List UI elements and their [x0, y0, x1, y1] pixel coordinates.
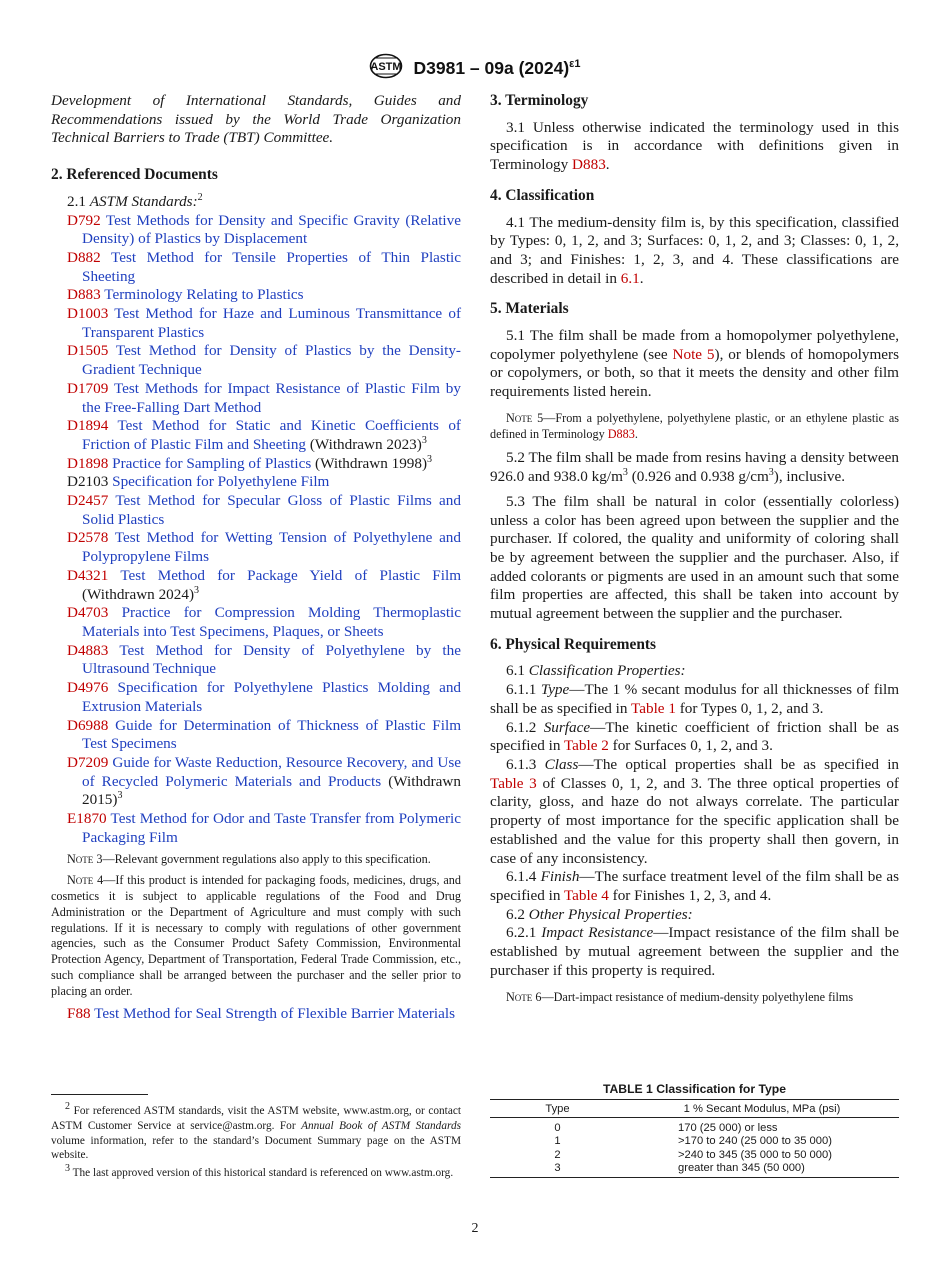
paragraph-6-1: 6.1 Classification Properties:	[506, 662, 686, 680]
astm-logo-icon	[369, 53, 403, 84]
reference-item[interactable]	[51, 212, 461, 249]
reference-item[interactable]	[51, 492, 461, 529]
link-note-5[interactable]: Note 5	[672, 345, 715, 363]
reference-code[interactable]: D883	[67, 286, 101, 304]
section-heading-terminology: 3. Terminology	[490, 92, 589, 109]
footnote-3: $^3$ The last approved version of this historical standard is referenced on www.astm.org.	[65, 1163, 454, 1180]
reference-title[interactable]: Practice for Compression Molding Thermoplastic Materials into Test Specimens, Plaques, or Sheets	[82, 604, 462, 640]
table-1-title: TABLE 1 Classification for Type	[602, 1082, 787, 1096]
link-6-1[interactable]: 6.1	[620, 269, 640, 287]
reference-title[interactable]: Test Method for Package Yield of Plastic Film	[120, 566, 462, 584]
reference-code[interactable]: D6988	[67, 716, 109, 734]
astm-standards-label: 2.1 ASTM Standards:$^2$	[67, 191, 203, 210]
reference-code[interactable]: D2103	[67, 473, 109, 491]
cell-type: 1	[554, 1135, 561, 1148]
paragraph-6-1-3: 6.1.3 Class—The optical properties shall be as specified in Table 3 of Classes 0, 1, 2, and 3. The three optical properties of clarity, gloss, and haze do not always correlate. The particular property of most importance for the specific application shall be established and the value for this property shall then govern, in case of any inconsistency.	[490, 755, 900, 867]
cell-type: 2	[554, 1148, 561, 1161]
table-header-row	[490, 1100, 899, 1118]
footnote-2: $^2$ For referenced ASTM standards, visit the ASTM website, www.astm.org, or contact ASTM Customer Service at service@astm.org. For Annual Book of ASTM Standards volume information, refer to the standard’s Document Summary page on the ASTM website.	[51, 1101, 461, 1162]
reference-item[interactable]	[51, 754, 461, 810]
right-column	[490, 92, 899, 1011]
reference-item[interactable]	[51, 249, 461, 286]
table-row	[490, 1162, 899, 1178]
cell-modulus: 170 (25 000) or less	[678, 1122, 778, 1134]
reference-code[interactable]: D7209	[67, 753, 109, 771]
reference-title[interactable]: Test Method for Wetting Tension of Polyethylene and Polypropylene Films	[82, 529, 461, 566]
link-d883[interactable]: D883	[572, 156, 606, 174]
table-row	[490, 1149, 899, 1162]
document-designation: D3981 – 09a $(2024)^{\varepsilon 1}$	[413, 58, 581, 78]
paragraph-6-2-1: 6.2.1 Impact Resistance—Impact resistance of the film shall be established by mutual agreement between the supplier and the purchaser if this property is required.	[490, 924, 900, 979]
reference-item[interactable]	[51, 473, 461, 492]
cell-type: 3	[490, 1162, 625, 1178]
link-table-1[interactable]: Table 1	[631, 699, 676, 717]
paragraph-6-1-2: 6.1.2 Surface—The kinetic coefficient of friction shall be as specified in Table 2 for Surfaces 0, 1, 2, and 3.	[490, 718, 900, 755]
paragraph-5-3: 5.3 The film shall be natural in color (essentially colorless) unless a color has been agreed upon between the supplier and the purchaser. If colored, the quality and uniformity of coloring shall be by agreement between the supplier and the purchaser. Also, if added colorants or pigments are used in an amount such that some film properties are affected, this shall be taken into account by mutual agreement between the supplier and the purchaser.	[490, 492, 899, 623]
footnote-marker: 3	[117, 790, 123, 802]
reference-title[interactable]: Test Method for Specular Gloss of Plastic Films and Solid Plastics	[82, 492, 461, 528]
footnote-marker: 3	[427, 453, 433, 465]
reference-item[interactable]	[51, 604, 461, 641]
note-6: Note 6—Dart-impact resistance of medium-density polyethylene films	[506, 990, 854, 1005]
reference-code[interactable]: D792	[67, 211, 101, 229]
reference-title[interactable]: Test Method for Density of Polyethylene by the Ultrasound Technique	[82, 641, 461, 678]
footnote-divider	[51, 1094, 148, 1095]
table-row	[490, 1118, 899, 1136]
reference-title[interactable]: Terminology Relating to Plastics	[104, 286, 304, 304]
cell-modulus: greater than 345 (50 000)	[625, 1162, 899, 1178]
intro-paragraph: Development of International Standards, Guides and Recommendations issued by the World Trade Organization Technical Barriers to Trade (TBT) Committee.	[51, 92, 461, 147]
reference-list	[51, 212, 461, 848]
paragraph-3-1: 3.1 Unless otherwise indicated the terminology used in this specification is in accordance with definitions given in Terminology D883.	[490, 118, 899, 174]
paragraph-5-2: 5.2 The film shall be made from resins having a density between 926.0 and 938.0 $kg/m^3$ (0.926 and 0.938 $g/cm^3$), inclusive.	[490, 449, 899, 486]
reference-title[interactable]: Test Method for Seal Strength of Flexible Barrier Materials	[94, 1004, 455, 1022]
reference-item[interactable]	[51, 679, 461, 716]
reference-title[interactable]: Test Method for Odor and Taste Transfer from Polymeric Packaging Film	[82, 810, 461, 846]
table-1	[490, 1099, 899, 1178]
reference-item[interactable]	[51, 529, 461, 566]
reference-item[interactable]	[51, 642, 461, 679]
reference-item[interactable]	[51, 380, 461, 417]
reference-code[interactable]: D4703	[67, 604, 109, 622]
paragraph-6-2: 6.2 Other Physical Properties:	[506, 905, 693, 923]
paragraph-4-1: 4.1 The medium-density film is, by this specification, classified by Types: 0, 1, 2, and 3; Surfaces: 0, 1, 2, and 3; Classes: 0, 1, 2, and 3; and Finishes: 1, 2, 3, and 4. These classifications are described in detail in 6.1.	[490, 213, 899, 287]
section-heading-referenced-documents: 2. Referenced Documents	[51, 166, 218, 184]
cell-type: 0	[554, 1122, 561, 1134]
section-heading-physical-requirements: 6. Physical Requirements	[490, 635, 657, 653]
reference-item[interactable]	[51, 417, 461, 454]
footnotes	[51, 1101, 461, 1184]
column-header-type: Type	[490, 1100, 625, 1118]
reference-code[interactable]: E1870	[67, 810, 107, 828]
note-5: Note 5—From a polyethylene, polyethylene plastic, or an ethylene plastic as defined in Terminology D883.	[490, 410, 899, 441]
note-3: Note 3—Relevant government regulations also apply to this specification.	[67, 852, 431, 867]
reference-title[interactable]: Specification for Polyethylene Plastics Molding and Extrusion Materials	[82, 679, 462, 715]
reference-title[interactable]: Guide for Waste Reduction, Resource Recovery, and Use of Recycled Polymeric Materials and Products	[82, 753, 462, 790]
reference-withdrawn-note: (Withdrawn 2015)	[82, 772, 461, 809]
reference-code[interactable]: D882	[67, 248, 101, 266]
reference-code[interactable]: D4321	[67, 566, 109, 584]
reference-title[interactable]: Test Methods for Impact Resistance of Plastic Film by the Free-Falling Dart Method	[82, 379, 461, 416]
link-d883-note[interactable]: D883	[607, 426, 635, 441]
reference-code[interactable]: D1898	[67, 454, 109, 472]
reference-title[interactable]: Practice for Sampling of Plastics	[112, 454, 312, 472]
table-1-body	[490, 1118, 899, 1178]
cell-modulus: >240 to 345 (35 000 to 50 000)	[678, 1148, 832, 1161]
table-row	[490, 1135, 899, 1148]
link-table-2[interactable]: Table 2	[563, 737, 609, 755]
note-4: Note 4—If this product is intended for packaging foods, medicines, drugs, and cosmetics it is subject to applicable regulations of the Food and Drug Administration or the Department of Agriculture and must comply with such regulations. If it is necessary to comply with regulations of other government agencies, such as the Consumer Product Safety Commission, Environmental Protection Agency, Department of Transportation, Federal Trade Commission, etc., such compliance shall be arranged between the purchaser and the seller prior to placing an order.	[51, 873, 461, 998]
reference-code[interactable]: D1003	[67, 305, 109, 323]
link-table-4[interactable]: Table 4	[563, 886, 609, 904]
reference-title[interactable]: Test Method for Static and Kinetic Coefficients of Friction of Plastic Film and Sheeting	[82, 417, 461, 453]
reference-code[interactable]: D4976	[67, 679, 109, 697]
link-table-3[interactable]: Table 3	[490, 774, 537, 792]
reference-item[interactable]	[51, 286, 461, 305]
reference-item[interactable]	[51, 342, 461, 379]
reference-code[interactable]: D2578	[67, 529, 109, 547]
left-column	[51, 92, 461, 1023]
reference-code[interactable]: D1894	[67, 417, 109, 435]
reference-item[interactable]	[51, 455, 461, 474]
reference-code[interactable]: D2457	[67, 492, 109, 510]
reference-code[interactable]: D1709	[67, 379, 109, 397]
page-header	[0, 53, 950, 84]
reference-item[interactable]	[51, 717, 461, 754]
reference-item[interactable]	[51, 305, 461, 342]
section-heading-materials: 5. Materials	[490, 300, 569, 318]
section-heading-classification: 4. Classification	[490, 186, 595, 204]
reference-withdrawn-note: (Withdrawn 1998)	[311, 454, 428, 472]
paragraph-5-1: 5.1 The film shall be made from a homopolymer polyethylene, copolymer polyethylene (see Note 5), or blends of homopolymers or copolymers, or both, so that it meets the density and other film requirements listed herein.	[490, 327, 900, 401]
paragraph-6-1-1: 6.1.1 Type—The 1 % secant modulus for all thicknesses of film shall be as specified in Table 1 for Types 0, 1, 2, and 3.	[490, 681, 900, 717]
reference-withdrawn-note: (Withdrawn 2024)	[82, 585, 194, 603]
reference-title[interactable]: Test Methods for Density and Specific Gravity (Relative Density) of Plastics by Displacement	[82, 211, 461, 248]
reference-code[interactable]: D1505	[67, 342, 109, 360]
reference-code[interactable]: D4883	[67, 641, 109, 659]
paragraph-6-1-4: 6.1.4 Finish—The surface treatment level of the film shall be as specified in Table 4 for Finishes 1, 2, 3, and 4.	[490, 868, 899, 904]
reference-title[interactable]: Test Method for Haze and Luminous Transmittance of Transparent Plastics	[82, 305, 462, 341]
reference-title[interactable]: Test Method for Density of Plastics by the Density-Gradient Technique	[82, 342, 461, 379]
footnote-marker: 3	[194, 584, 199, 596]
reference-withdrawn-note: (Withdrawn 2023)	[306, 435, 422, 453]
reference-title[interactable]: Specification for Polyethylene Film	[112, 473, 330, 491]
reference-code[interactable]: F88	[67, 1004, 91, 1022]
page-number: 2	[471, 1221, 479, 1236]
reference-item-f88[interactable]	[51, 1005, 461, 1024]
footnote-marker: 3	[421, 434, 427, 446]
reference-title[interactable]: Test Method for Tensile Properties of Thin Plastic Sheeting	[82, 248, 462, 285]
svg-text:ASTM: ASTM	[370, 61, 403, 73]
reference-item[interactable]	[51, 810, 461, 847]
column-header-modulus: 1 % Secant Modulus, MPa (psi)	[625, 1100, 899, 1118]
reference-title[interactable]: Guide for Determination of Thickness of Plastic Film Test Specimens	[82, 716, 462, 753]
cell-modulus: >170 to 240 (25 000 to 35 000)	[678, 1135, 832, 1148]
reference-item[interactable]	[51, 567, 461, 604]
